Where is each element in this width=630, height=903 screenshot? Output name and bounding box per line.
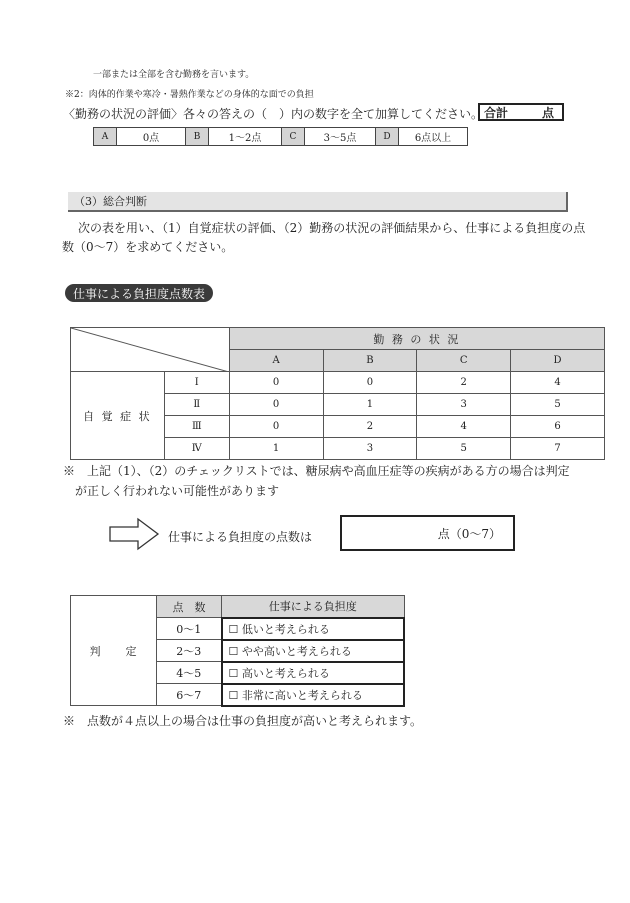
- row-group-header: 自 覚 症 状: [71, 372, 165, 460]
- total-unit: 点: [541, 105, 554, 120]
- table-cell: 2: [323, 416, 417, 438]
- checkbox-very-high[interactable]: ☐ 非常に高いと考えられる: [222, 684, 405, 706]
- intro-footnote: ※2：肉体的作業や寒冷・暑熱作業などの身体的な面での負担: [65, 90, 314, 100]
- table-cell: 0: [229, 416, 323, 438]
- burden-col-header: 仕事による負担度: [222, 596, 405, 618]
- score-range: 0〜1: [157, 618, 222, 640]
- table-cell: 5: [511, 394, 605, 416]
- table-cell: 5: [417, 438, 511, 460]
- instruction-text: 〈勤務の状況の評価〉各々の答えの（ ）内の数字を全て加算してください。: [63, 107, 484, 121]
- score-legend: [93, 127, 468, 146]
- total-box[interactable]: [478, 103, 564, 121]
- row-label: Ⅳ: [164, 438, 229, 460]
- table-cell: 2: [417, 372, 511, 394]
- table-cell: 7: [511, 438, 605, 460]
- legend-value: 0点: [117, 128, 186, 145]
- score-col-header: 点 数: [157, 596, 222, 618]
- score-table: [70, 327, 605, 460]
- note-1-line-1: ※ 上記（1）、（2）のチェックリストでは、糖尿病や高血圧症等の疾病がある方の場合は判定: [63, 464, 570, 478]
- total-label: 合計: [484, 105, 509, 120]
- table-cell: 6: [511, 416, 605, 438]
- legend-value: 6点以上: [414, 133, 452, 144]
- section-desc-2: 数（0〜7）を求めてください。: [62, 240, 234, 254]
- legend-key: C: [282, 128, 305, 145]
- note-1-line-2: が正しく行われない可能性があります: [75, 484, 280, 498]
- legend-key: A: [94, 128, 117, 145]
- legend-value: 3〜5点: [305, 128, 376, 145]
- col-header: D: [511, 350, 605, 372]
- row-label: Ⅰ: [164, 372, 229, 394]
- score-table-title: 仕事による負担度点数表: [65, 284, 213, 302]
- table-cell: 3: [323, 438, 417, 460]
- result-input-box[interactable]: [340, 515, 515, 551]
- section-desc-1: 次の表を用い、（1）自覚症状の評価、（2）勤務の状況の評価結果から、仕事による負担度の点: [78, 221, 586, 235]
- table-cell: 4: [417, 416, 511, 438]
- diagonal-line: [71, 328, 229, 372]
- col-group-header: 勤 務 の 状 況: [229, 328, 604, 350]
- checkbox-low[interactable]: ☐ 低いと考えられる: [222, 618, 405, 640]
- table-cell: 4: [511, 372, 605, 394]
- row-label: Ⅲ: [164, 416, 229, 438]
- result-unit: 点（0〜7）: [437, 526, 501, 541]
- score-range: 6〜7: [157, 684, 222, 706]
- table-cell: 0: [229, 372, 323, 394]
- score-range: 2〜3: [157, 640, 222, 662]
- note-2: ※ 点数が４点以上の場合は仕事の負担度が高いと考えられます。: [63, 714, 423, 728]
- col-header: C: [417, 350, 511, 372]
- arrow-right-icon: [108, 517, 160, 551]
- table-cell: 1: [229, 438, 323, 460]
- legend-value: 1〜2点: [209, 128, 282, 145]
- table-cell: 0: [229, 394, 323, 416]
- legend-key: D: [376, 128, 399, 145]
- col-header: B: [323, 350, 417, 372]
- legend-key: B: [186, 128, 209, 145]
- judgement-label: 判 定: [71, 596, 157, 706]
- table-cell: 1: [323, 394, 417, 416]
- col-header: A: [229, 350, 323, 372]
- table-cell: 0: [323, 372, 417, 394]
- result-label: 仕事による負担度の点数は: [168, 530, 313, 544]
- row-label: Ⅱ: [164, 394, 229, 416]
- score-range: 4〜5: [157, 662, 222, 684]
- intro-line-1: 一部または全部を含む勤務を言います。: [93, 70, 255, 80]
- checkbox-high[interactable]: ☐ 高いと考えられる: [222, 662, 405, 684]
- checkbox-somewhat-high[interactable]: ☐ やや高いと考えられる: [222, 640, 405, 662]
- judgement-table: [70, 595, 405, 707]
- section-header: （3）総合判断: [68, 192, 568, 212]
- table-row: [71, 372, 605, 394]
- table-cell: 3: [417, 394, 511, 416]
- diagonal-cell: [71, 328, 230, 372]
